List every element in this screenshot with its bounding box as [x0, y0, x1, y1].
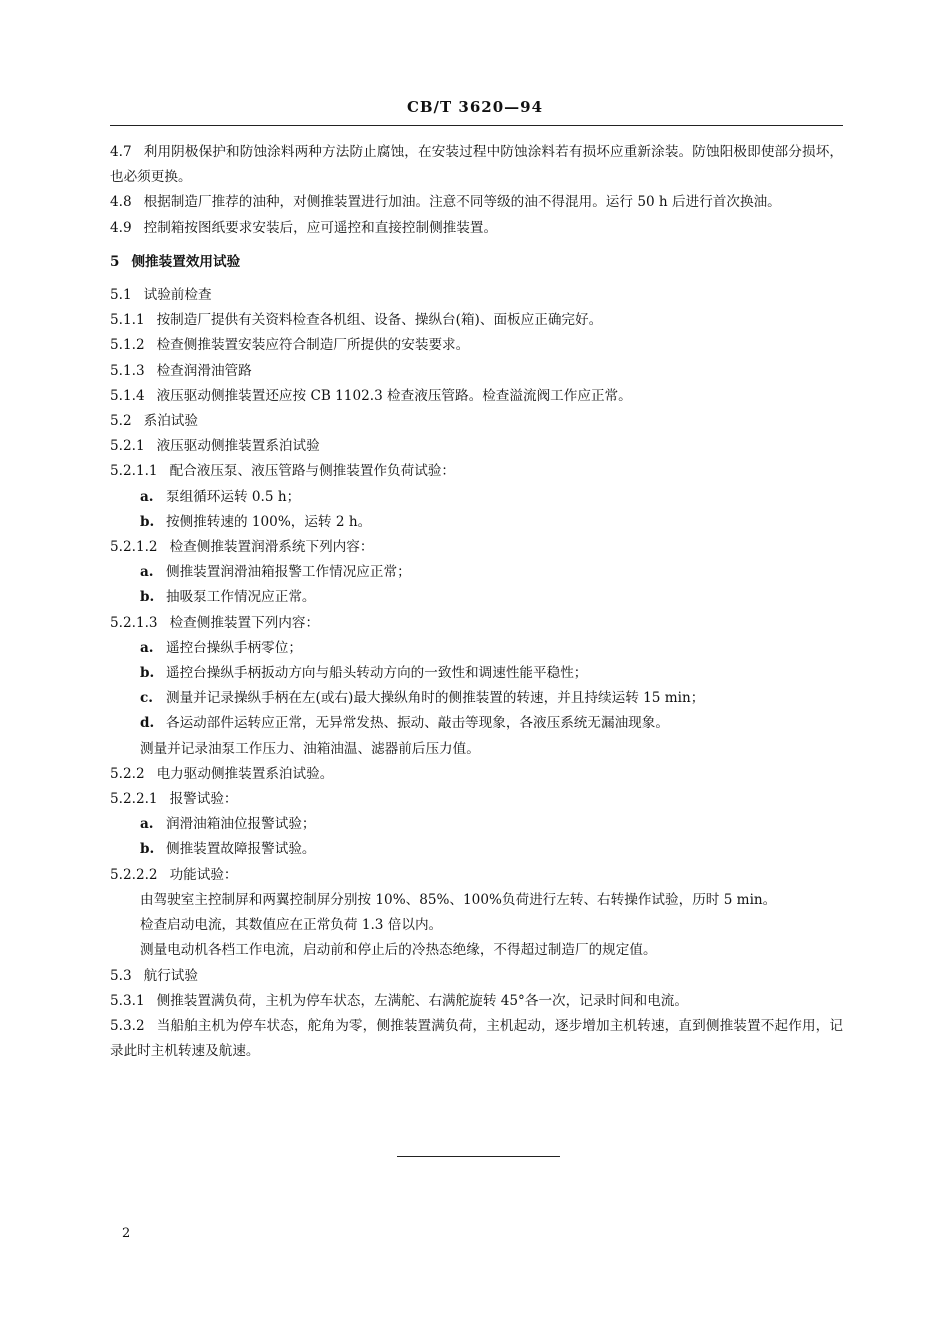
list-item-text: 遥控台操纵手柄扳动方向与船头转动方向的一致性和调速性能平稳性； [166, 665, 588, 682]
list-item-text: 侧推装置润滑油箱报警工作情况应正常； [166, 564, 411, 581]
clause-number: 5.2 [110, 413, 132, 430]
clause-5-1-4 [110, 384, 843, 409]
clause-5-2 [110, 409, 843, 434]
clause-number: 4.8 [110, 194, 132, 211]
clause-text: 根据制造厂推荐的油种，对侧推装置进行加油。注意不同等级的油不得混用。运行 50 h 后进行首次换油。 [143, 194, 781, 211]
list-item [110, 837, 843, 862]
clause-paragraph: 由驾驶室主控制屏和两翼控制屏分别按 10%、85%、100%负荷进行左转、右转操作试验，历时 5 min。 [140, 891, 777, 908]
clause-number: 5.3.2 [110, 1017, 145, 1034]
section-title: 侧推装置效用试验 [131, 253, 241, 270]
clause-5-2-2-2 [110, 863, 843, 888]
clause-5-2-2-1 [110, 787, 843, 812]
list-item [110, 711, 843, 736]
clause-number: 5.1.2 [110, 337, 145, 354]
clause-5-1 [110, 283, 843, 308]
clause-text: 检查侧推装置安装应符合制造厂所提供的安装要求。 [156, 337, 470, 354]
clause-text: 液压驱动侧推装置还应按 CB 1102.3 检查液压管路。检查溢流阀工作应正常。 [156, 387, 632, 404]
clause-number: 5.1 [110, 287, 132, 304]
clause-text: 航行试验 [143, 967, 198, 984]
clause-5-1-2 [110, 333, 843, 358]
clause-number: 5.2.1.3 [110, 614, 158, 631]
clause-number: 5.1.3 [110, 362, 145, 379]
clause-4-9 [110, 216, 843, 241]
clause-5-3-2 [110, 1014, 843, 1064]
clause-text: 侧推装置满负荷，主机为停车状态，左满舵、右满舵旋转 45°各一次，记录时间和电流。 [156, 992, 688, 1009]
list-item-text: 侧推装置故障报警试验。 [166, 841, 316, 858]
clause-5-2-1-3 [110, 611, 843, 636]
clause-note: 测量并记录油泵工作压力、油箱油温、滤器前后压力值。 [140, 740, 480, 757]
clause-text: 利用阴极保护和防蚀涂料两种方法防止腐蚀，在安装过程中防蚀涂料若有损坏应重新涂装。防蚀阳极即使部分损坏，也必须更换。 [110, 144, 843, 186]
list-item-label: a. [140, 639, 154, 656]
list-item [110, 661, 843, 686]
clause-number: 5.2.1.1 [110, 463, 158, 480]
clause-5-1-1 [110, 308, 843, 333]
clause-text: 电力驱动侧推装置系泊试验。 [156, 765, 334, 782]
document-body [110, 140, 843, 1064]
clause-5-1-3 [110, 359, 843, 384]
list-item [110, 560, 843, 585]
list-item-label: d. [140, 715, 155, 732]
clause-text: 报警试验： [169, 791, 238, 808]
clause-text: 配合液压泵、液压管路与侧推装置作负荷试验： [169, 463, 456, 480]
clause-5-2-2 [110, 762, 843, 787]
clause-number: 4.9 [110, 219, 132, 236]
list-item-label: b. [140, 589, 155, 606]
clause-number: 5.2.2 [110, 765, 145, 782]
clause-number: 5.1.1 [110, 312, 145, 329]
list-item-text: 润滑油箱油位报警试验； [166, 816, 316, 833]
clause-text: 检查润滑油管路 [156, 362, 252, 379]
list-item [110, 812, 843, 837]
list-item-label: a. [140, 816, 154, 833]
clause-number: 5.2.2.2 [110, 866, 158, 883]
clause-text: 功能试验： [169, 866, 238, 883]
list-item-text: 各运动部件运转应正常，无异常发热、振动、敲击等现象，各液压系统无漏油现象。 [166, 715, 669, 732]
clause-text: 系泊试验 [143, 413, 198, 430]
page-number: 2 [122, 1226, 131, 1241]
clause-text: 当船舶主机为停车状态，舵角为零，侧推装置满负荷，主机起动，逐步增加主机转速，直到侧推装置不起作用，记录此时主机转速及航速。 [110, 1017, 843, 1060]
clause-4-8 [110, 190, 843, 215]
section-5-heading [110, 250, 843, 275]
clause-number: 5.3.1 [110, 992, 145, 1009]
list-item [110, 585, 843, 610]
clause-4-7 [110, 140, 843, 190]
list-item [110, 686, 843, 711]
clause-number: 5.2.1.2 [110, 539, 158, 556]
list-item [110, 510, 843, 535]
list-item [110, 485, 843, 510]
clause-text: 按制造厂提供有关资料检查各机组、设备、操纵台(箱)、面板应正确完好。 [156, 312, 603, 329]
clause-text: 检查侧推装置下列内容： [169, 614, 320, 631]
clause-text: 控制箱按图纸要求安装后，应可遥控和直接控制侧推装置。 [143, 219, 498, 236]
list-item-label: b. [140, 665, 155, 682]
list-item-text: 按侧推转速的 100%，运转 2 h。 [166, 513, 372, 530]
list-item-text: 泵组循环运转 0.5 h； [166, 488, 301, 505]
list-item [110, 636, 843, 661]
section-number: 5 [110, 253, 120, 270]
clause-text: 检查侧推装置润滑系统下列内容： [169, 539, 374, 556]
clause-5-2-1-2 [110, 535, 843, 560]
list-item-text: 测量并记录操纵手柄在左(或右)最大操纵角时的侧推装置的转速，并且持续运转 15 min； [166, 690, 705, 707]
list-item-label: c. [140, 690, 154, 707]
header-rule [110, 125, 843, 126]
clause-5-2-1-1 [110, 459, 843, 484]
list-item-label: a. [140, 564, 154, 581]
clause-text: 液压驱动侧推装置系泊试验 [156, 438, 320, 455]
clause-number: 5.1.4 [110, 387, 145, 404]
document-header: CB/T 3620—94 [406, 98, 544, 116]
clause-number: 4.7 [110, 144, 132, 160]
end-of-document-rule [397, 1156, 560, 1157]
list-item-label: b. [140, 841, 155, 858]
clause-number: 5.2.2.1 [110, 791, 158, 808]
list-item-text: 抽吸泵工作情况应正常。 [166, 589, 316, 606]
clause-number: 5.3 [110, 967, 132, 984]
clause-5-2-1 [110, 434, 843, 459]
list-item-label: a. [140, 488, 154, 505]
clause-paragraph: 测量电动机各档工作电流，启动前和停止后的冷热态绝缘，不得超过制造厂的规定值。 [140, 942, 657, 959]
clause-number: 5.2.1 [110, 438, 145, 455]
list-item-text: 遥控台操纵手柄零位； [166, 639, 302, 656]
clause-text: 试验前检查 [143, 287, 212, 304]
clause-5-3 [110, 964, 843, 989]
clause-paragraph: 检查启动电流，其数值应在正常负荷 1.3 倍以内。 [140, 917, 443, 934]
clause-5-3-1 [110, 989, 843, 1014]
list-item-label: b. [140, 513, 155, 530]
